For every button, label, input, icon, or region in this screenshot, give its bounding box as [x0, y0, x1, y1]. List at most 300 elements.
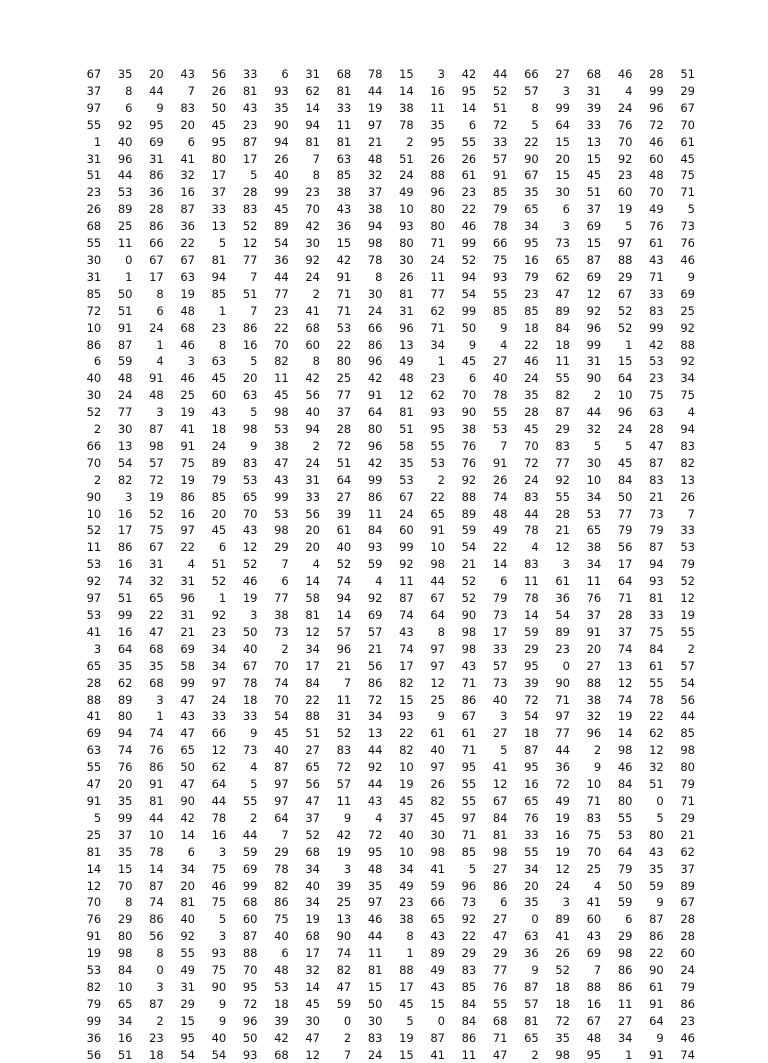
table-cell: 16: [117, 624, 133, 639]
table-cell: 15: [367, 979, 383, 994]
table-cell: 71: [649, 269, 664, 284]
table-cell: 34: [180, 861, 195, 876]
table-row: [70, 201, 695, 218]
table-cell: 23: [430, 371, 445, 386]
table-cell: 92: [461, 912, 477, 927]
table-cell: 6: [187, 844, 195, 859]
table-cell: 17: [242, 151, 258, 166]
table-cell: 46: [680, 1030, 695, 1045]
table-cell: 89: [117, 202, 133, 217]
table-cell: 81: [649, 591, 664, 606]
table-cell: 55: [555, 489, 570, 504]
table-cell: 15: [617, 354, 633, 369]
table-cell: 12: [242, 540, 258, 555]
table-cell: 86: [367, 489, 383, 504]
table-cell: 61: [555, 574, 570, 589]
table-cell: 66: [524, 67, 539, 81]
table-cell: 18: [242, 692, 258, 707]
table-cell: 98: [492, 844, 508, 859]
table-cell: 35: [399, 455, 414, 470]
table-cell: 4: [250, 760, 258, 775]
table-cell: 81: [305, 134, 320, 149]
table-cell: 90: [336, 929, 352, 944]
table-cell: 4: [375, 810, 383, 825]
table-cell: 75: [649, 624, 664, 639]
table-cell: 73: [461, 895, 477, 910]
table-row: [70, 844, 695, 861]
table-cell: 77: [117, 405, 133, 420]
table-cell: 53: [399, 472, 414, 487]
table-cell: 48: [492, 506, 508, 521]
table-cell: 91: [586, 624, 602, 639]
table-cell: 98: [555, 1047, 570, 1062]
table-cell: 57: [492, 658, 508, 673]
table-cell: 9: [437, 709, 445, 724]
table-cell: 61: [336, 523, 352, 538]
table-cell: 36: [149, 185, 164, 200]
table-cell: 47: [180, 692, 195, 707]
table-cell: 80: [117, 709, 133, 724]
table-row: [70, 658, 695, 675]
table-cell: 33: [586, 117, 602, 132]
table-cell: 32: [305, 963, 320, 978]
table-row: [70, 489, 695, 506]
table-cell: 57: [149, 455, 164, 470]
table-cell: 25: [586, 861, 602, 876]
table-cell: 75: [211, 895, 227, 910]
table-cell: 46: [680, 252, 695, 267]
table-cell: 78: [367, 252, 383, 267]
table-row: [70, 607, 695, 624]
table-cell: 97: [180, 523, 195, 538]
table-cell: 78: [492, 388, 508, 403]
table-cell: 19: [242, 591, 258, 606]
table-cell: 26: [492, 472, 508, 487]
table-cell: 19: [399, 1030, 414, 1045]
table-cell: 51: [680, 67, 695, 81]
table-cell: 83: [180, 100, 195, 115]
table-cell: 52: [461, 591, 477, 606]
table-cell: 88: [586, 675, 602, 690]
table-cell: 11: [399, 574, 414, 589]
table-cell: 1: [156, 709, 164, 724]
table-row: [70, 83, 695, 100]
table-cell: 99: [242, 878, 258, 893]
table-cell: 0: [156, 963, 164, 978]
table-cell: 31: [86, 269, 102, 284]
table-cell: 16: [242, 337, 258, 352]
table-cell: 51: [242, 286, 258, 301]
table-cell: 24: [430, 252, 445, 267]
table-cell: 11: [617, 996, 633, 1011]
table-cell: 74: [117, 574, 133, 589]
table-cell: 30: [367, 1013, 383, 1028]
table-cell: 40: [305, 405, 320, 420]
table-cell: 13: [336, 912, 352, 927]
table-cell: 30: [399, 252, 414, 267]
table-row: [70, 928, 695, 945]
table-cell: 84: [305, 675, 320, 690]
table-cell: 29: [680, 83, 695, 98]
table-cell: 77: [555, 726, 570, 741]
table-cell: 23: [617, 168, 633, 183]
table-cell: 71: [430, 320, 445, 335]
table-cell: 85: [211, 489, 227, 504]
table-cell: 98: [149, 438, 164, 453]
table-cell: 27: [305, 743, 320, 758]
table-cell: 87: [149, 996, 164, 1011]
table-cell: 54: [180, 1047, 195, 1062]
table-cell: 26: [461, 151, 477, 166]
table-cell: 22: [180, 540, 195, 555]
table-cell: 54: [680, 675, 695, 690]
table-cell: 10: [86, 320, 102, 335]
table-cell: 7: [281, 557, 289, 572]
table-row: [70, 861, 695, 878]
table-cell: 50: [242, 1030, 258, 1045]
table-cell: 15: [336, 236, 352, 251]
table-cell: 28: [242, 185, 258, 200]
table-cell: 68: [86, 219, 102, 234]
table-cell: 91: [430, 523, 445, 538]
table-cell: 35: [524, 895, 539, 910]
table-cell: 67: [586, 1013, 602, 1028]
table-cell: 53: [586, 506, 602, 521]
table-cell: 74: [274, 675, 289, 690]
table-cell: 51: [305, 726, 320, 741]
table-cell: 32: [180, 168, 195, 183]
table-cell: 26: [430, 777, 445, 792]
table-cell: 2: [593, 743, 602, 758]
table-cell: 23: [680, 1013, 695, 1028]
table-cell: 26: [680, 489, 695, 504]
table-cell: 6: [125, 100, 133, 115]
table-cell: 85: [336, 168, 352, 183]
table-cell: 39: [274, 1013, 289, 1028]
table-cell: 42: [367, 455, 383, 470]
table-cell: 93: [274, 83, 289, 98]
table-cell: 76: [524, 810, 539, 825]
table-cell: 11: [336, 793, 352, 808]
table-cell: 29: [524, 641, 539, 656]
table-cell: 22: [461, 202, 477, 217]
table-cell: 70: [649, 185, 664, 200]
table-cell: 98: [430, 557, 445, 572]
table-cell: 53: [680, 540, 695, 555]
table-cell: 3: [156, 692, 164, 707]
table-cell: 70: [274, 692, 289, 707]
table-cell: 76: [117, 760, 133, 775]
table-cell: 82: [399, 675, 414, 690]
table-cell: 47: [180, 726, 195, 741]
table-cell: 34: [211, 641, 227, 656]
table-cell: 86: [242, 320, 258, 335]
table-cell: 56: [211, 67, 227, 81]
table-cell: 35: [274, 100, 289, 115]
table-cell: 55: [617, 810, 633, 825]
table-row: [70, 996, 695, 1013]
table-cell: 33: [680, 523, 695, 538]
table-cell: 23: [649, 371, 664, 386]
table-cell: 64: [649, 1013, 664, 1028]
table-cell: 44: [586, 405, 602, 420]
table-cell: 15: [430, 996, 445, 1011]
table-cell: 7: [687, 506, 695, 521]
table-cell: 33: [211, 709, 227, 724]
table-cell: 92: [117, 117, 133, 132]
table-cell: 34: [524, 219, 539, 234]
table-cell: 17: [492, 624, 508, 639]
table-cell: 40: [274, 168, 289, 183]
table-cell: 36: [524, 946, 539, 961]
table-cell: 49: [492, 523, 508, 538]
table-cell: 57: [367, 624, 383, 639]
table-cell: 94: [649, 557, 664, 572]
table-cell: 69: [680, 286, 695, 301]
table-cell: 5: [500, 743, 508, 758]
table-cell: 20: [211, 506, 227, 521]
table-cell: 40: [274, 743, 289, 758]
table-cell: 40: [86, 371, 102, 386]
table-cell: 33: [649, 286, 664, 301]
table-cell: 33: [242, 67, 258, 81]
table-cell: 36: [555, 760, 570, 775]
table-cell: 14: [492, 557, 508, 572]
table-cell: 79: [680, 979, 695, 994]
table-cell: 97: [367, 117, 383, 132]
table-cell: 43: [242, 100, 258, 115]
table-cell: 81: [180, 895, 195, 910]
table-cell: 95: [211, 134, 227, 149]
table-cell: 53: [242, 472, 258, 487]
table-cell: 30: [117, 422, 133, 437]
table-cell: 89: [117, 692, 133, 707]
table-cell: 52: [492, 83, 508, 98]
table-cell: 52: [149, 506, 164, 521]
table-cell: 93: [399, 219, 414, 234]
table-cell: 4: [187, 557, 195, 572]
table-cell: 2: [93, 472, 102, 487]
table-cell: 82: [680, 455, 695, 470]
table-cell: 46: [617, 67, 633, 81]
table-cell: 40: [399, 827, 414, 842]
table-cell: 59: [242, 844, 258, 859]
table-cell: 34: [617, 1030, 633, 1045]
table-cell: 28: [680, 929, 695, 944]
table-cell: 48: [117, 371, 133, 386]
table-cell: 83: [524, 489, 539, 504]
table-cell: 57: [524, 83, 539, 98]
table-cell: 41: [430, 1047, 445, 1062]
table-cell: 53: [86, 608, 102, 622]
table-cell: 12: [305, 1047, 320, 1062]
table-cell: 96: [586, 320, 602, 335]
table-cell: 18: [555, 337, 570, 352]
table-cell: 51: [649, 777, 664, 792]
table-row: [70, 387, 695, 404]
table-cell: 70: [524, 438, 539, 453]
table-cell: 20: [555, 151, 570, 166]
table-cell: 86: [617, 963, 633, 978]
table-cell: 45: [211, 523, 227, 538]
table-cell: 16: [180, 185, 195, 200]
table-cell: 19: [680, 608, 695, 622]
table-cell: 51: [117, 303, 133, 318]
table-cell: 83: [649, 472, 664, 487]
table-cell: 8: [125, 83, 133, 98]
table-cell: 11: [367, 506, 383, 521]
table-cell: 14: [617, 726, 633, 741]
table-cell: 53: [336, 320, 352, 335]
table-cell: 68: [242, 895, 258, 910]
table-cell: 44: [524, 506, 539, 521]
table-cell: 71: [461, 743, 477, 758]
table-cell: 3: [437, 67, 445, 81]
table-cell: 76: [86, 912, 102, 927]
table-cell: 24: [524, 371, 539, 386]
table-cell: 71: [492, 1030, 508, 1045]
table-cell: 30: [86, 388, 102, 403]
table-cell: 81: [336, 134, 352, 149]
table-cell: 41: [180, 151, 195, 166]
table-cell: 96: [461, 878, 477, 893]
table-cell: 12: [399, 388, 414, 403]
table-cell: 57: [524, 996, 539, 1011]
table-cell: 15: [399, 1047, 414, 1062]
table-cell: 71: [586, 793, 602, 808]
table-cell: 79: [617, 523, 633, 538]
table-cell: 51: [399, 422, 414, 437]
table-cell: 92: [586, 303, 602, 318]
table-cell: 9: [656, 895, 664, 910]
table-cell: 95: [242, 979, 258, 994]
table-cell: 59: [524, 624, 539, 639]
table-cell: 78: [149, 844, 164, 859]
table-cell: 5: [250, 405, 258, 420]
table-cell: 68: [149, 641, 164, 656]
table-cell: 93: [399, 709, 414, 724]
table-cell: 50: [461, 320, 477, 335]
table-cell: 93: [367, 540, 383, 555]
table-cell: 35: [524, 185, 539, 200]
table-cell: 15: [399, 67, 414, 81]
table-cell: 92: [555, 472, 570, 487]
table-cell: 24: [399, 506, 414, 521]
table-cell: 23: [149, 1030, 164, 1045]
table-cell: 76: [149, 743, 164, 758]
table-cell: 42: [336, 827, 352, 842]
table-cell: 68: [305, 320, 320, 335]
table-cell: 99: [180, 675, 195, 690]
table-cell: 51: [117, 591, 133, 606]
table-cell: 83: [336, 743, 352, 758]
table-cell: 69: [242, 861, 258, 876]
table-cell: 52: [555, 963, 570, 978]
table-cell: 16: [430, 83, 445, 98]
table-cell: 49: [399, 354, 414, 369]
table-row: [70, 962, 695, 979]
table-cell: 96: [617, 405, 633, 420]
table-cell: 70: [274, 658, 289, 673]
table-cell: 33: [524, 827, 539, 842]
table-cell: 18: [211, 422, 227, 437]
table-cell: 47: [492, 1047, 508, 1062]
table-cell: 31: [586, 354, 602, 369]
table-cell: 99: [461, 303, 477, 318]
table-cell: 87: [430, 1030, 445, 1045]
table-cell: 3: [187, 354, 195, 369]
table-cell: 25: [86, 827, 102, 842]
table-cell: 29: [555, 422, 570, 437]
table-cell: 90: [86, 489, 102, 504]
table-cell: 9: [343, 810, 352, 825]
table-cell: 5: [250, 777, 258, 792]
table-cell: 11: [430, 269, 445, 284]
table-cell: 81: [399, 405, 414, 420]
table-cell: 10: [399, 202, 414, 217]
table-cell: 44: [274, 269, 289, 284]
table-cell: 83: [649, 303, 664, 318]
table-cell: 90: [274, 117, 289, 132]
table-cell: 47: [149, 624, 164, 639]
table-cell: 86: [461, 1030, 477, 1045]
table-cell: 2: [406, 134, 414, 149]
table-cell: 77: [430, 286, 445, 301]
table-cell: 38: [586, 692, 602, 707]
table-cell: 71: [461, 675, 477, 690]
table-cell: 50: [117, 286, 133, 301]
table-cell: 26: [399, 269, 414, 284]
table-row: [70, 404, 695, 421]
table-cell: 52: [305, 827, 320, 842]
table-cell: 67: [86, 67, 102, 81]
table-cell: 23: [86, 185, 102, 200]
table-cell: 73: [680, 219, 695, 234]
table-cell: 5: [250, 354, 258, 369]
table-cell: 46: [367, 912, 383, 927]
table-cell: 59: [430, 878, 445, 893]
table-cell: 9: [656, 1030, 664, 1045]
table-cell: 7: [187, 83, 195, 98]
table-cell: 2: [531, 1047, 539, 1062]
table-cell: 56: [305, 388, 320, 403]
table-cell: 99: [367, 472, 383, 487]
table-cell: 94: [680, 422, 695, 437]
table-cell: 43: [242, 523, 258, 538]
table-cell: 29: [180, 996, 195, 1011]
table-cell: 37: [211, 185, 227, 200]
table-cell: 6: [625, 912, 633, 927]
table-cell: 65: [524, 1030, 539, 1045]
table-cell: 58: [305, 591, 320, 606]
table-cell: 5: [625, 438, 633, 453]
table-cell: 47: [180, 777, 195, 792]
table-cell: 83: [680, 438, 695, 453]
table-cell: 98: [461, 641, 477, 656]
table-cell: 12: [649, 743, 664, 758]
table-row: [70, 1030, 695, 1047]
table-row: [70, 151, 695, 168]
table-cell: 3: [218, 844, 227, 859]
table-cell: 50: [367, 996, 383, 1011]
table-cell: 23: [524, 286, 539, 301]
table-cell: 10: [586, 472, 602, 487]
table-cell: 11: [555, 354, 570, 369]
table-cell: 68: [492, 1013, 508, 1028]
table-cell: 2: [343, 1030, 352, 1045]
table-row: [70, 269, 695, 286]
table-cell: 26: [274, 151, 289, 166]
